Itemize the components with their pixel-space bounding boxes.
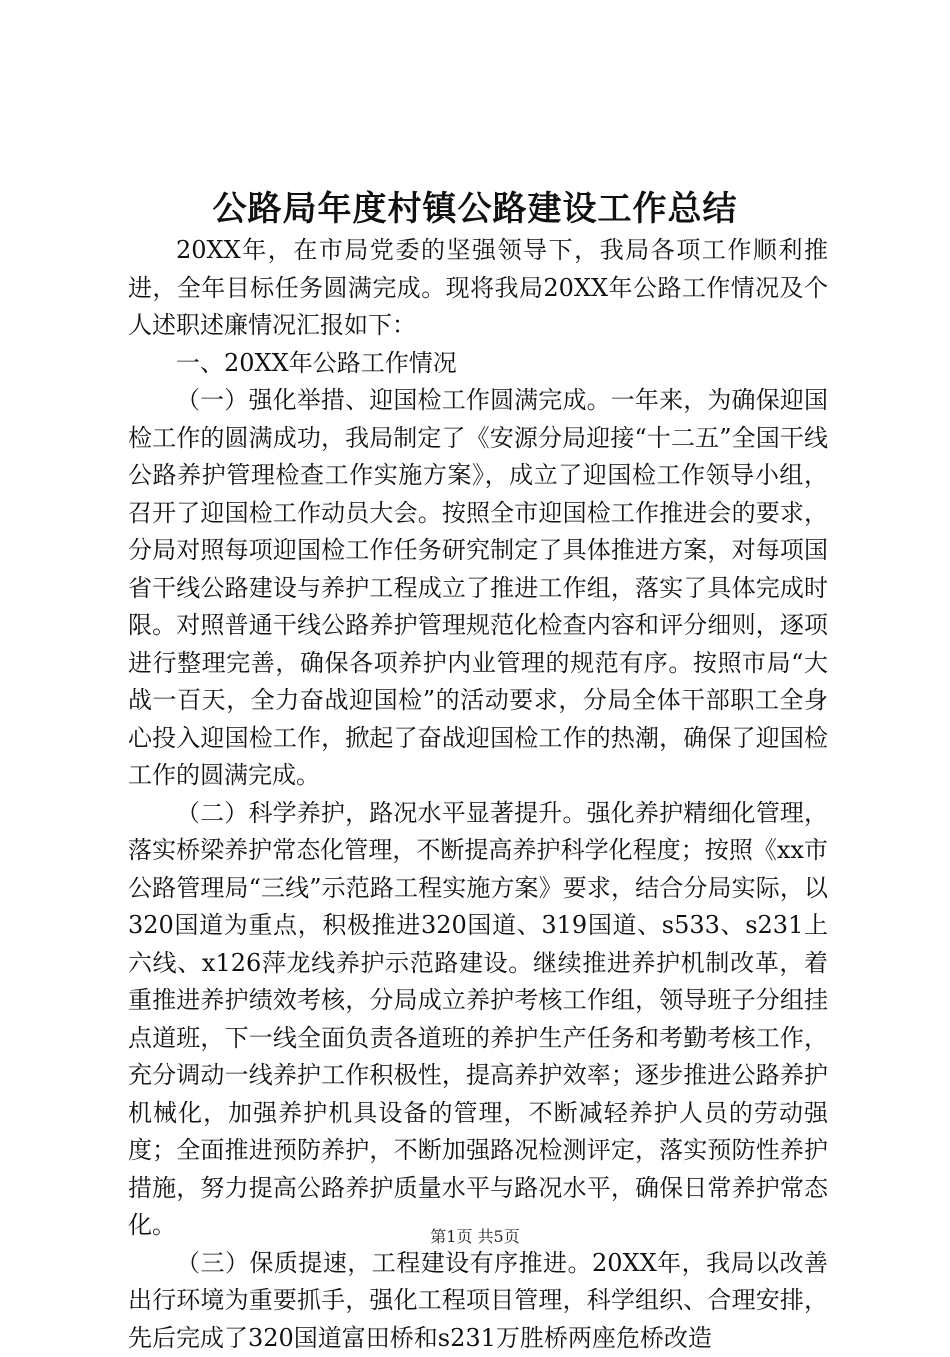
document-title: 公路局年度村镇公路建设工作总结 (0, 184, 950, 234)
paragraph-2: （二）科学养护，路况水平显著提升。强化养护精细化管理，落实桥梁养护常态化管理，不断提高养护科学化程度；按照《xx市公路管理局“三线”示范路工程实施方案》要求，结合分局实际，以320国道为重点，积极推进320国道、319国道、s533、s231上六线、x126萍龙线养护示范路建设。继续推进养护机制改革，着重推进养护绩效考核，分局成立养护考核工作组，领导班子分组挂点道班，下一线全面负责各道班的养护生产任务和考勤考核工作，充分调动一线养护工作积极性，提高养护效率；逐步推进公路养护机械化，加强养护机具设备的管理，不断减轻养护人员的劳动强度；全面推进预防养护，不断加强路况检测评定，落实预防性养护措施，努力提高公路养护质量水平与路况水平，确保日常养护常态化。 (128, 795, 828, 1245)
paragraph-1: （一）强化举措、迎国检工作圆满完成。一年来，为确保迎国检工作的圆满成功，我局制定了《安源分局迎接“十二五”全国干线公路养护管理检查工作实施方案》，成立了迎国检工作领导小组，召开了迎国检工作动员大会。按照全市迎国检工作推进会的要求，分局对照每项迎国检工作任务研究制定了具体推进方案，对每项国省干线公路建设与养护工程成立了推进工作组，落实了具体完成时限。对照普通干线公路养护管理规范化检查内容和评分细则，逐项进行整理完善，确保各项养护内业管理的规范有序。按照市局“大战一百天，全力奋战迎国检”的活动要求，分局全体干部职工全身心投入迎国检工作，掀起了奋战迎国检工作的热潮，确保了迎国检工作的圆满完成。 (128, 382, 828, 795)
document-body (128, 232, 828, 1357)
page-footer: 第1页 共5页 (0, 1226, 950, 1248)
intro-paragraph: 20XX年，在市局党委的坚强领导下，我局各项工作顺利推进，全年目标任务圆满完成。现将我局20XX年公路工作情况及个人述职述廉情况汇报如下： (128, 232, 828, 345)
paragraph-3: （三）保质提速，工程建设有序推进。20XX年，我局以改善出行环境为重要抓手，强化工程项目管理，科学组织、合理安排，先后完成了320国道富田桥和s231万胜桥两座危桥改造 (128, 1245, 828, 1357)
section-heading: 一、20XX年公路工作情况 (128, 345, 828, 383)
